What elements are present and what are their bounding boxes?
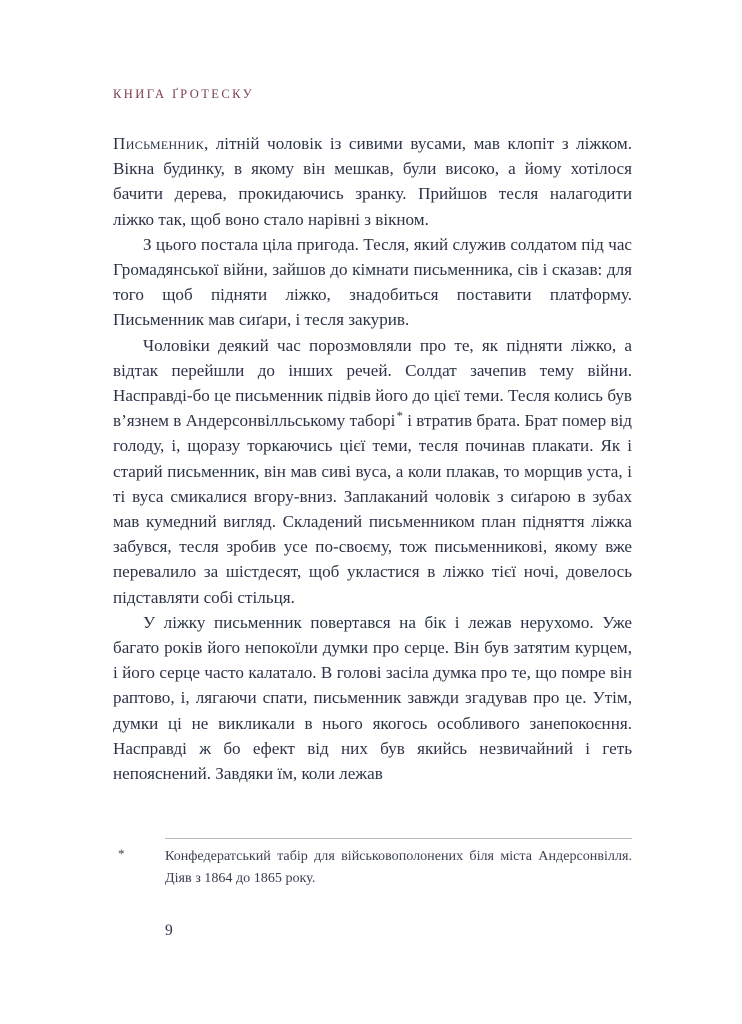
footnote-marker: * xyxy=(118,846,125,861)
paragraph-3-text-after-footnote: і втратив брата. Брат помер від голоду, і, щоразу торкаючись цієї теми, тесля починав плакати. Як і старий письменник, він мав сиві вуса, а коли плакав, то морщив уста, і ті вуса смикалися вгору-вниз. Заплаканий чоловік з сиґарою в зубах мав кумедний вигляд. Складений письменником план підняття ліжка забувся, тесля зробив усе по-своєму, тож письменникові, якому вже перевалило за шістдесят, щоб укластися в ліжко тієї ночі, довелось підставляти собі стільця. xyxy=(113,411,632,607)
page-number: 9 xyxy=(165,922,173,939)
paragraph-2 xyxy=(113,232,632,333)
paragraph-4-text: У ліжку письменник повертався на бік і лежав нерухомо. Уже багато років його непокоїли думки про серце. Він був затятим курцем, і його серце часто калатало. В голові засіла думка про те, що помре він раптово, і, лягаючи спати, письменник завжди згадував про це. Утім, думки ці не викликали в нього якогось особливого занепокоєння. Насправді ж бо ефект від них був якийсь незвичайний і геть непояснений. Завдяки їм, коли лежав xyxy=(113,612,632,784)
paragraph-4 xyxy=(113,610,632,786)
running-head: КНИГА ҐРОТЕСКУ xyxy=(113,87,255,101)
paragraph-3 xyxy=(113,333,632,610)
footnote-separator-rule xyxy=(165,838,632,839)
opening-word: Письменник xyxy=(113,134,204,153)
footnote-reference-marker[interactable]: * xyxy=(396,407,403,423)
paragraph-2-text: З цього постала ціла пригода. Тесля, який служив солдатом під час Громадянської війни, зайшов до кімнати письменника, сів і сказав: для того щоб підняти ліжко, знадобиться поставити платформу. Письменник мав сиґари, і тесля закурив. xyxy=(113,234,632,330)
paragraph-1 xyxy=(113,131,632,232)
body-text-block xyxy=(113,131,632,786)
paragraph-1-text: , літній чоловік із сивими вусами, мав клопіт з ліжком. Вікна будинку, в якому він мешкав, були високо, а йому хотілося бачити дерева, прокидаючись зранку. Прийшов тесля налагодити ліжко так, щоб воно стало нарівні з вікном. xyxy=(113,134,632,229)
paragraph-3-text-before-footnote: Чоловіки деякий час порозмовляли про те, як підняти ліжко, а відтак перейшли до інших речей. Солдат зачепив тему війни. Насправді-бо це письменник підвів його до цієї теми. Тесля колись був в’язнем в Андерсонвілльському таборі xyxy=(113,335,632,431)
footnote-text: Конфедератський табір для військовополонених біля міста Андерсонвілля. Діяв з 1864 до 1865 року. xyxy=(165,848,632,886)
